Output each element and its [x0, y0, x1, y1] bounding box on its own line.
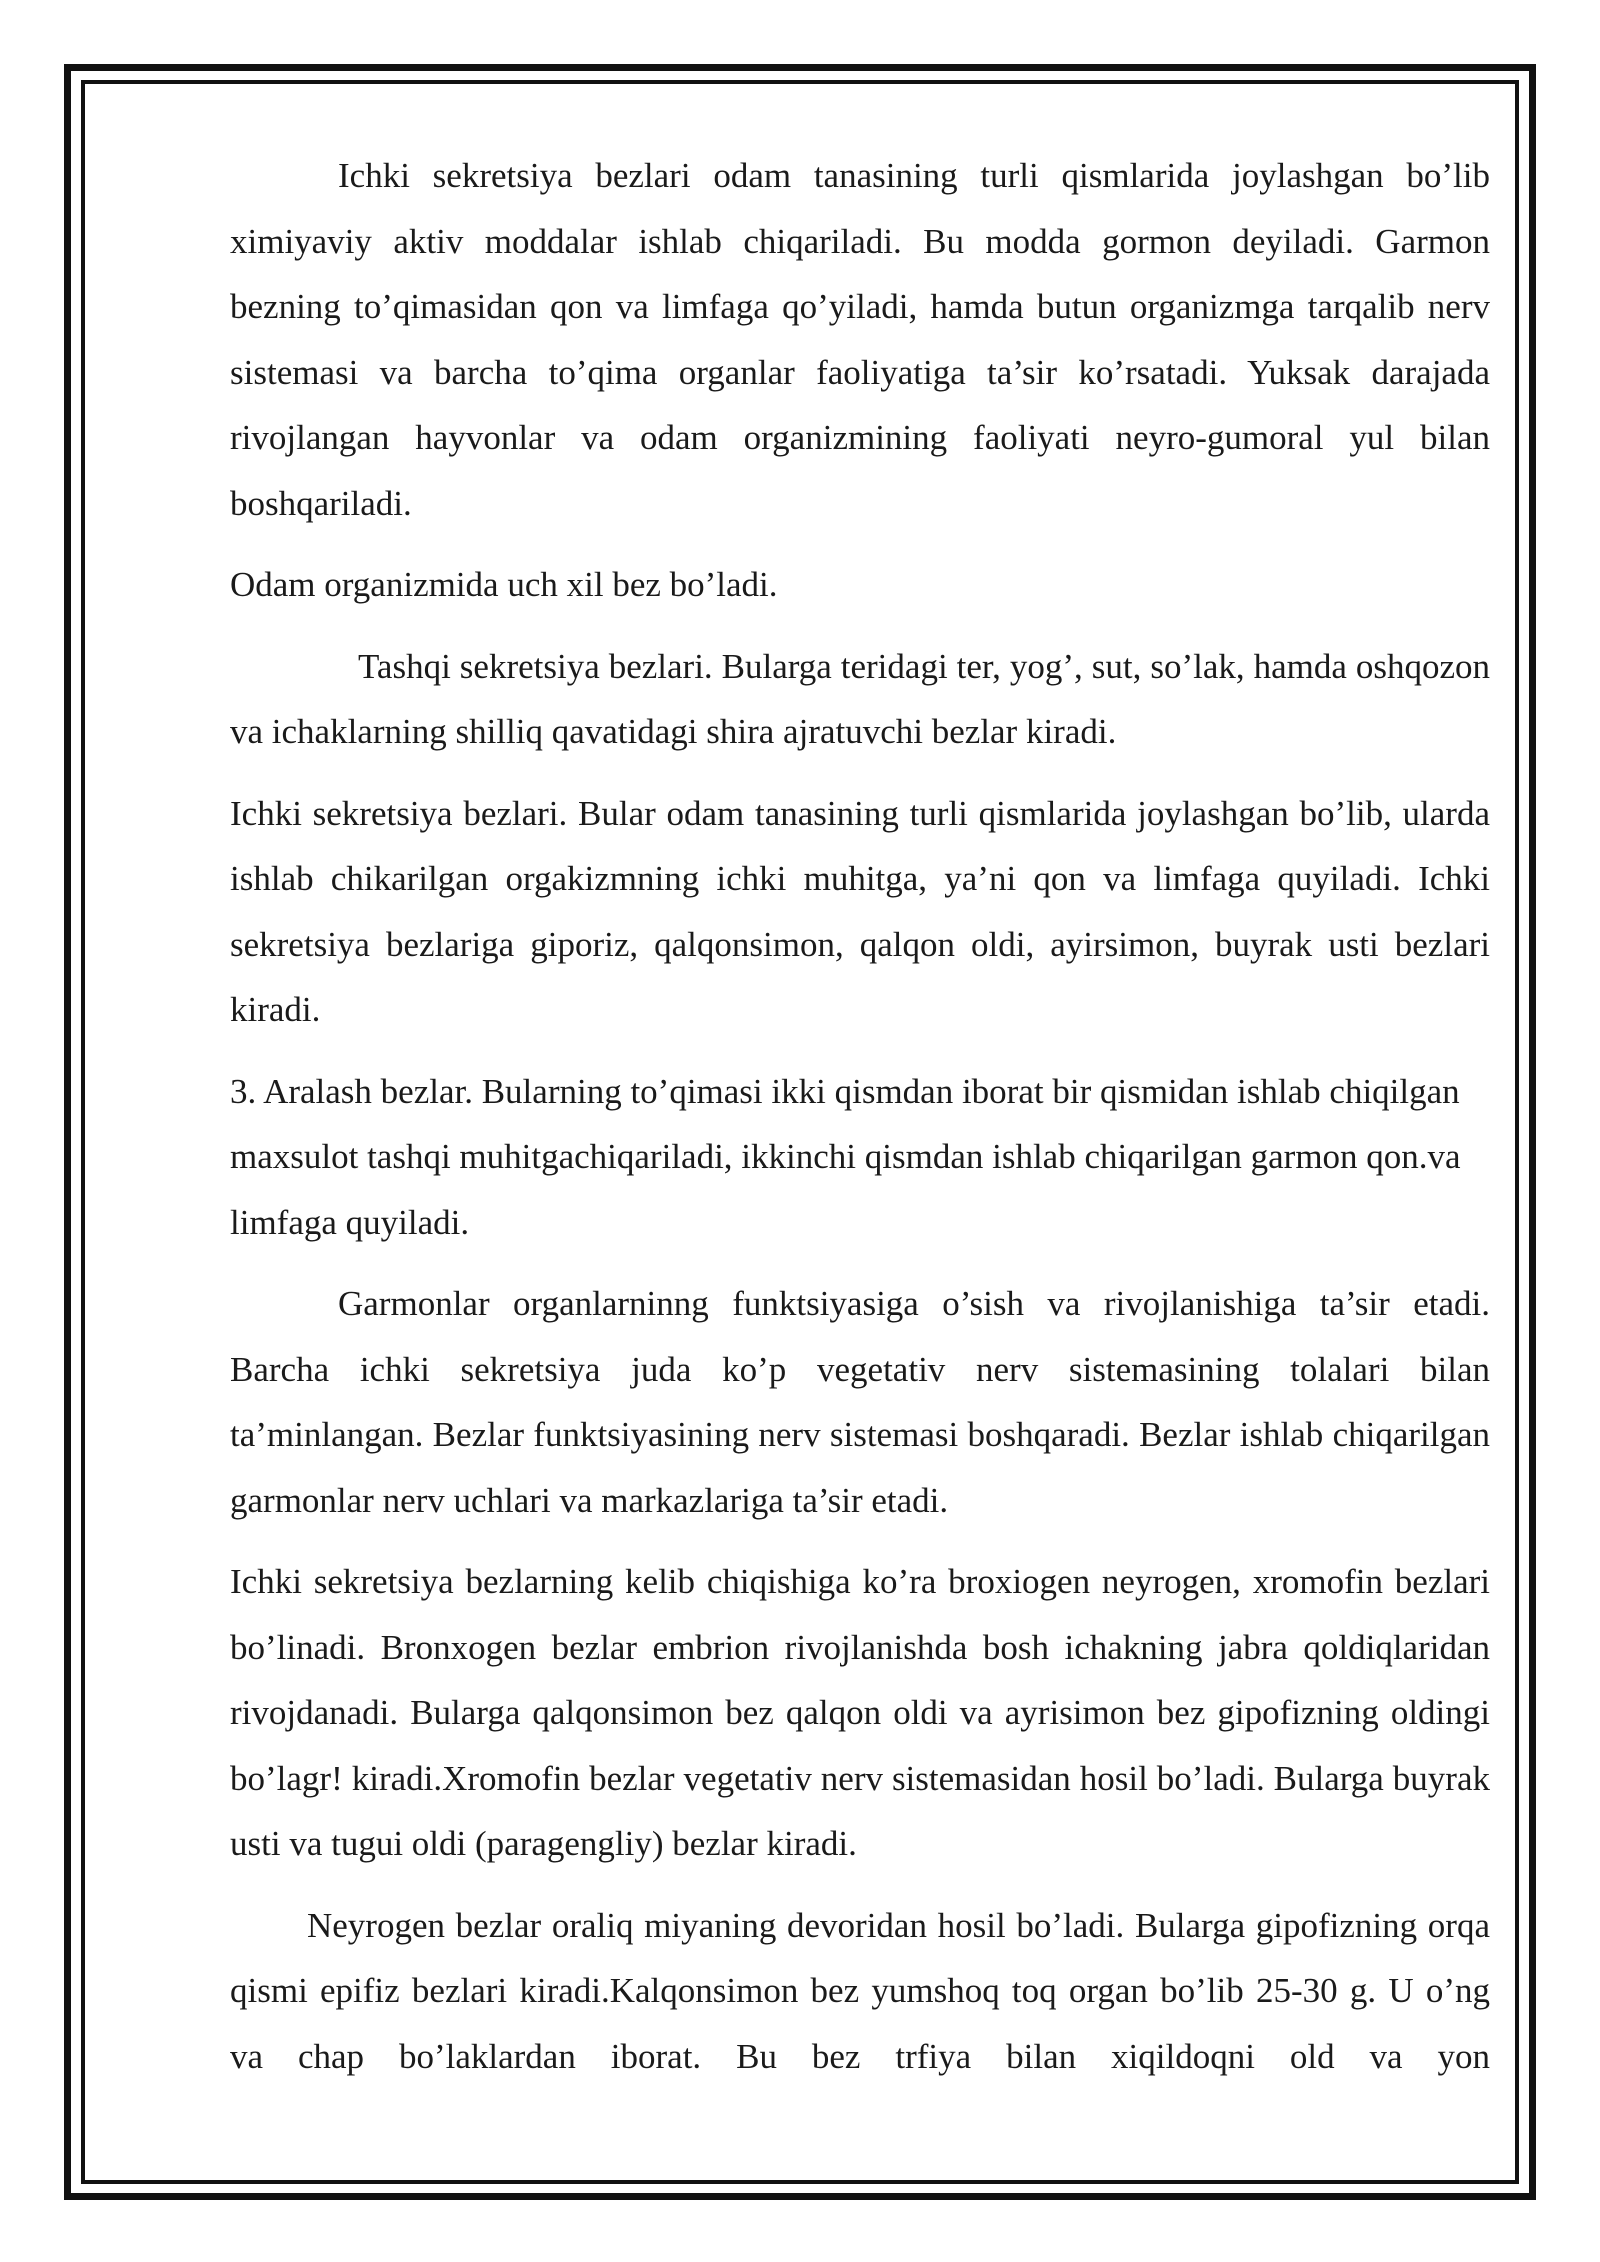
paragraph-kelib-chiqishi: Ichki sekretsiya bezlarning kelib chiqishiga ko’ra broxiogen neyrogen, xromofin bezlari bo’linadi. Bronxogen bezlar embrion rivojlanishda bosh ichakning jabra qoldiqlaridan rivojdanadi. Bularga qalqonsimon bez qalqon oldi va ayrisimon bez gipofizning oldingi bo’lagr! kiradi.Xromofin bezlar vegetativ nerv sistemasidan hosil bo’ladi. Bularga buyrak usti va tugui oldi (paragengliy) bezlar kiradi. [230, 1562, 1490, 1863]
paragraph-ichki-sekretsiya-intro: Ichki sekretsiya bezlari odam tanasining turli qismlarida joylashgan bo’lib ximiyaviy aktiv moddalar ishlab chiqariladi. Bu modda gormon deyiladi. Garmon bezning to’qimasidan qon va limfaga qo’yiladi, hamda butun organizmga tarqalib nerv sistemasi va barcha to’qima organlar faoliyatiga ta’sir ko’rsatadi. Yuksak darajada rivojlangan hayvonlar va odam organizmining faoliyati neyro-gumoral yul bilan boshqariladi. [230, 156, 1490, 523]
paragraph-garmonlar: Garmonlar organlarninng funktsiyasiga o’sish va rivojlanishiga ta’sir etadi. Barcha ichki sekretsiya juda ko’p vegetativ nerv sistemasining tolalari bilan ta’minlangan. Bezlar funktsiyasining nerv sistemasi boshqaradi. Bezlar ishlab chiqarilgan garmonlar nerv uchlari va markazlariga ta’sir etadi. [230, 1284, 1490, 1520]
paragraph-aralash-bezlar: 3. Aralash bezlar. Bularning to’qimasi ikki qismdan iborat bir qismidan ishlab chiqilgan maxsulot tashqi muhitgachiqariladi, ikkinchi qismdan ishlab chiqarilgan garmon qon.va limfaga quyiladi. [230, 1071, 1461, 1242]
paragraph-tashqi-sekretsiya: Tashqi sekretsiya bezlari. Bularga teridagi ter, yog’, sut, so’lak, hamda oshqozon va ichaklarning shilliq qavatidagi shira ajratuvchi bezlar kiradi. [230, 646, 1490, 751]
paragraph-neyrogen-bezlar: Neyrogen bezlar oraliq miyaning devoridan hosil bo’ladi. Bularga gipofizning orqa qismi epifiz bezlari kiradi.Kalqonsimon bez yumshoq toq organ bo’lib 25-30 g. U o’ng va chap bo’laklardan iborat. Bu bez trfiya bilan xiqildoqni old va yon [230, 1905, 1490, 2076]
paragraph-uch-xil-bez: Odam organizmida uch xil bez bo’ladi. [230, 565, 778, 604]
document-body [230, 143, 1490, 2105]
paragraph-ichki-sekretsiya-bezlari: Ichki sekretsiya bezlari. Bular odam tanasining turli qismlarida joylashgan bo’lib, ularda ishlab chikarilgan orgakizmning ichki muhitga, ya’ni qon va limfaga quyiladi. Ichki sekretsiya bezlariga giporiz, qalqonsimon, qalqon oldi, ayirsimon, buyrak usti bezlari kiradi. [230, 793, 1490, 1029]
